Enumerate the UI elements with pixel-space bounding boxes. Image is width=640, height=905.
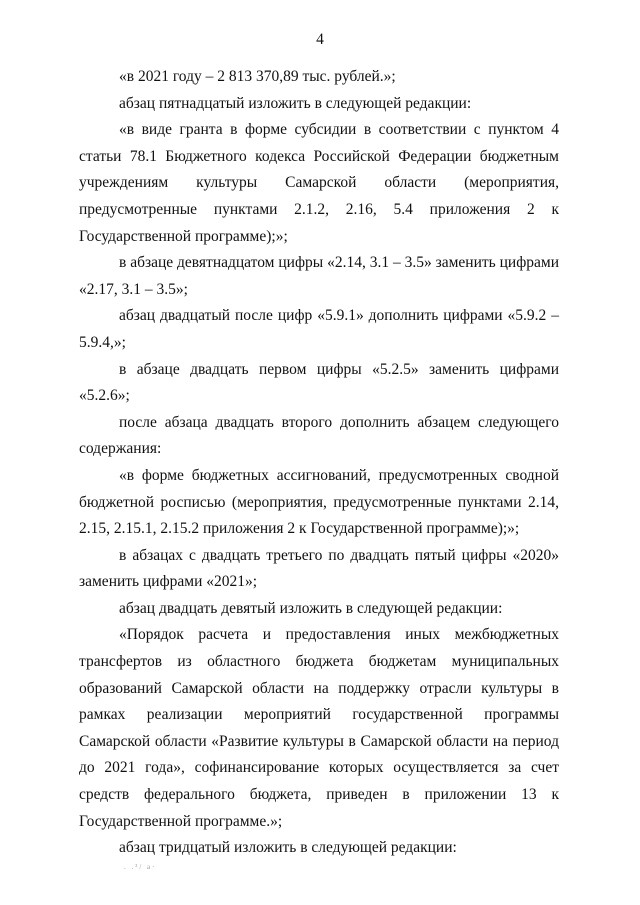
paragraph-8: «в форме бюджетных ассигнований, предусмотренных сводной бюджетной росписью (мероприятия, предусмотренные пунктами 2.14, 2.15, 2.15.1, 2.15.2 приложения 2 к Государственной программе);»; <box>79 466 559 538</box>
document-body <box>79 64 559 862</box>
paragraph-10: абзац двадцать девятый изложить в следующей редакции: <box>119 599 503 617</box>
paragraph-5: абзац двадцатый после цифр «5.9.1» дополнить цифрами «5.9.2 – 5.9.4,»; <box>79 307 559 351</box>
paragraph-2: абзац пятнадцатый изложить в следующей редакции: <box>119 94 472 112</box>
paragraph-11: «Порядок расчета и предоставления иных межбюджетных трансфертов из областного бюджета бюджетам муниципальных образований Самарской области на поддержку отрасли культуры в рамках реализации мероприятий государственной программы Самарской области «Развитие культуры в Самарской области на период до 2021 года», софинансирование которых осуществляется за счет средств федерального бюджета, приведен в приложении 13 к Государственной программе.»; <box>79 626 559 830</box>
footer-scan-mark: . .³/ a· <box>124 863 157 871</box>
page-number: 4 <box>316 31 324 48</box>
paragraph-3: «в виде гранта в форме субсидии в соответствии с пунктом 4 статьи 78.1 Бюджетного кодекса Российской Федерации бюджетным учреждениям культуры Самарской области (мероприятия, предусмотренные пунктами 2.1.2, 2.16, 5.4 приложения 2 к Государственной программе);»; <box>79 121 559 245</box>
paragraph-6: в абзаце двадцать первом цифры «5.2.5» заменить цифрами «5.2.6»; <box>79 360 559 405</box>
paragraph-7: после абзаца двадцать второго дополнить абзацем следующего содержания: <box>79 413 559 458</box>
paragraph-9: в абзацах с двадцать третьего по двадцать пятый цифры «2020» заменить цифрами «2021»; <box>79 546 559 591</box>
paragraph-4: в абзаце девятнадцатом цифры «2.14, 3.1 – 3.5» заменить цифрами «2.17, 3.1 – 3.5»; <box>79 254 559 298</box>
paragraph-12: абзац тридцатый изложить в следующей редакции: <box>119 839 457 857</box>
paragraph-1: «в 2021 году – 2 813 370,89 тыс. рублей.»; <box>119 68 396 85</box>
